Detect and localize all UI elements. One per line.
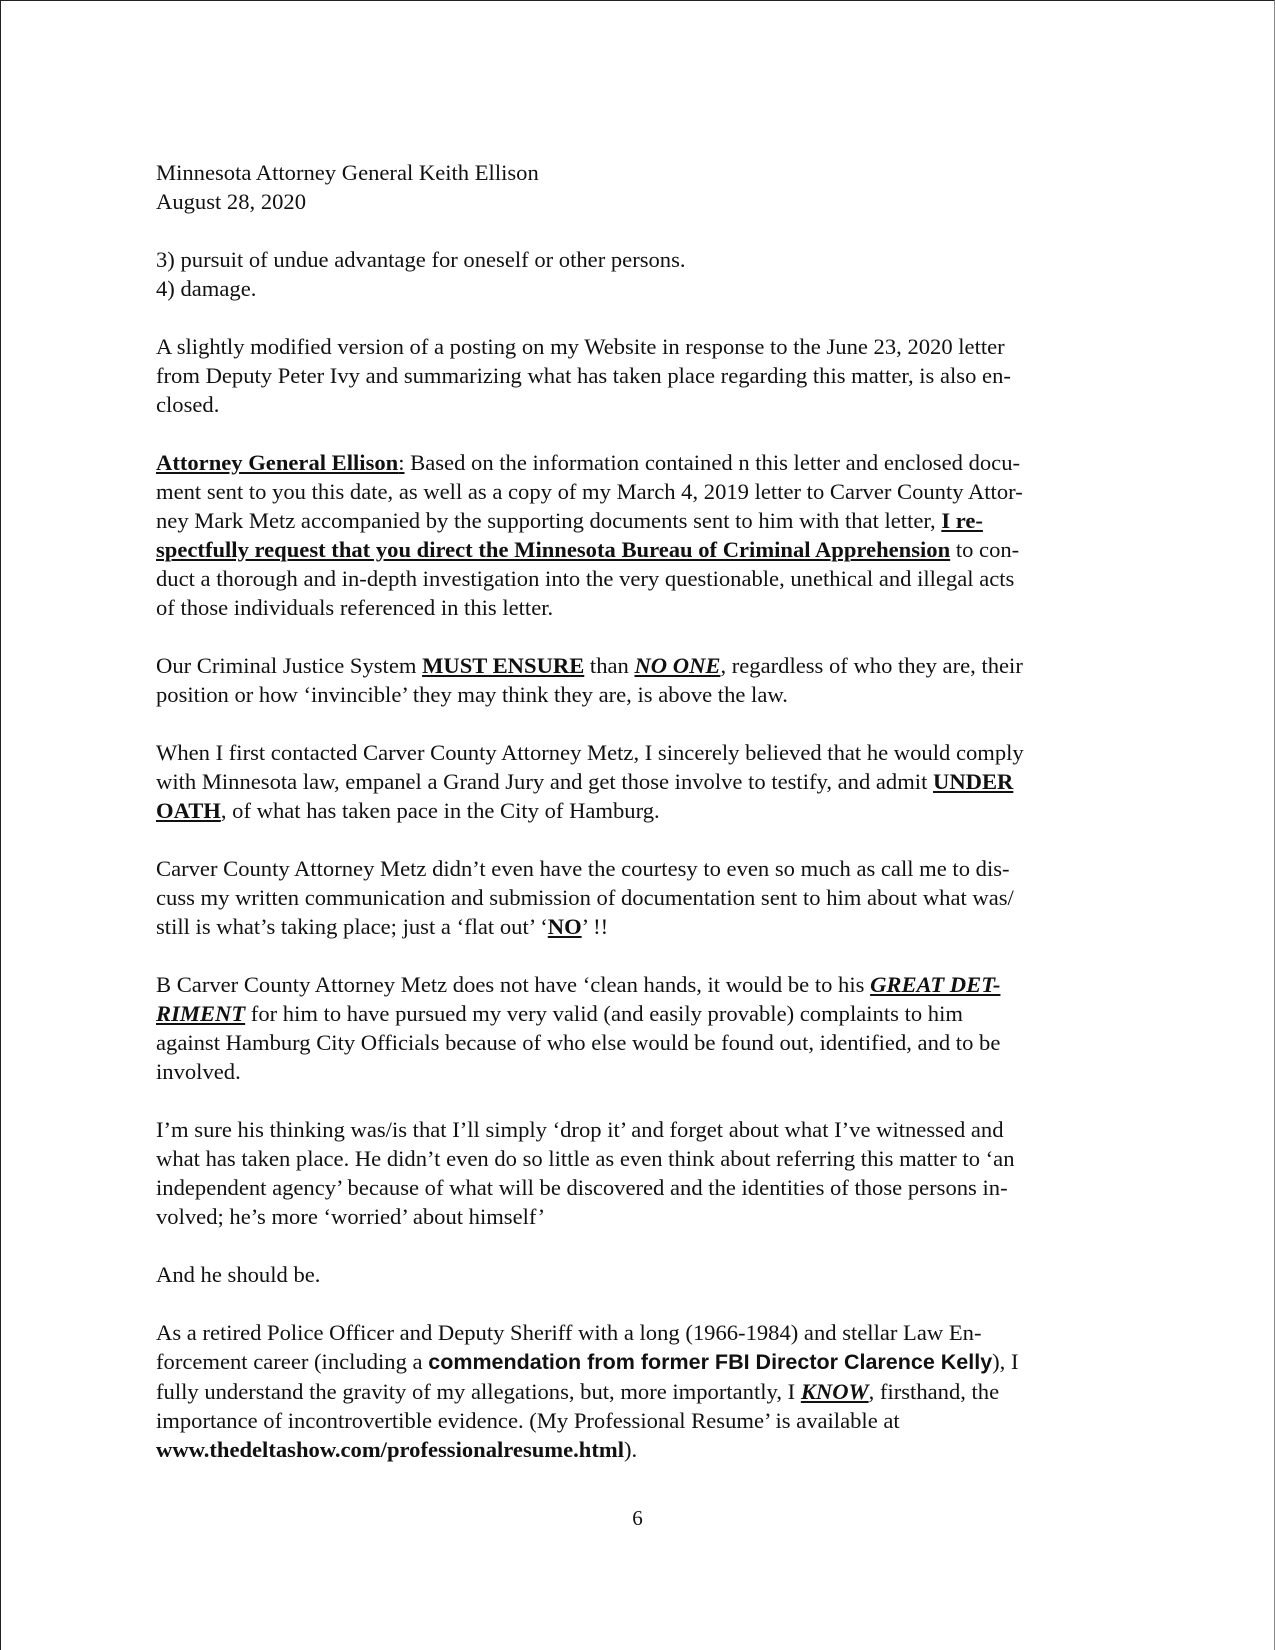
no-emphasis: NO	[547, 914, 582, 939]
text-run: against Hamburg City Officials because of who else would be found out, identified, and to be	[156, 1030, 1001, 1055]
text-run: I’m sure his thinking was/is that I’ll simply ‘drop it’ and forget about what I’ve witnessed and	[156, 1117, 1004, 1142]
know-emphasis: KNOW	[800, 1379, 869, 1404]
addressee-colon: :	[398, 450, 405, 475]
text-run: still is what’s taking place; just a ‘flat out’ ‘	[156, 914, 548, 939]
text-run: cuss my written communication and submission of documentation sent to him about what was/	[156, 885, 1014, 910]
request-emphasis: I re-	[941, 508, 983, 533]
text-run: forcement career (including a	[156, 1349, 429, 1374]
list-item: 3) pursuit of undue advantage for oneself or other persons.	[156, 247, 686, 272]
text-run: ment sent to you this date, as well as a copy of my March 4, 2019 letter to Carver County Attor-	[156, 479, 1023, 504]
text-run: to con-	[950, 537, 1020, 562]
text-run: ), I	[992, 1349, 1019, 1374]
no-one-emphasis: NO ONE	[634, 653, 721, 678]
text-run: ney Mark Metz accompanied by the supporting documents sent to him with that letter,	[156, 508, 942, 533]
text-line: from Deputy Peter Ivy and summarizing what has taken place regarding this matter, is also en-	[156, 363, 1011, 388]
text-run: ’ !!	[581, 914, 609, 939]
paragraph-should-be	[156, 1260, 1118, 1289]
must-ensure-emphasis: MUST ENSURE	[422, 653, 585, 678]
page-number: 6	[632, 1506, 643, 1530]
text-run: duct a thorough and in-depth investigation into the very questionable, unethical and illegal acts	[156, 566, 1015, 591]
text-run: for him to have pursued my very valid (and easily provable) complaints to him	[245, 1001, 963, 1026]
paragraph-clean-hands	[156, 970, 1118, 1086]
great-detriment-emphasis: RIMENT	[156, 1001, 246, 1026]
text-line: A slightly modified version of a posting on my Website in response to the June 23, 2020 letter	[156, 334, 1005, 359]
paragraph-criminal-justice	[156, 651, 1118, 709]
text-run: B Carver County Attorney Metz does not have ‘clean hands, it would be to his	[156, 972, 871, 997]
numbered-list	[156, 245, 1118, 303]
paragraph-request	[156, 448, 1118, 622]
text-run: ).	[623, 1437, 638, 1462]
paragraph-career	[156, 1318, 1118, 1464]
recipient-line: Minnesota Attorney General Keith Ellison	[156, 160, 539, 185]
letter-header	[156, 158, 1118, 216]
paragraph-website-posting	[156, 332, 1118, 419]
text-run: position or how ‘invincible’ they may think they are, is above the law.	[156, 682, 788, 707]
text-run: , firsthand, the	[868, 1379, 1000, 1404]
text-run: , of what has taken pace in the City of Hamburg.	[220, 798, 660, 823]
paragraph-thinking	[156, 1115, 1118, 1231]
great-detriment-emphasis: GREAT DET-	[870, 972, 1001, 997]
request-emphasis: spectfully request that you direct the Minnesota Bureau of Criminal Apprehension	[156, 537, 951, 562]
commendation-emphasis: commendation from former FBI Director Clarence Kelly	[428, 1350, 993, 1374]
under-oath-emphasis: UNDER	[933, 769, 1014, 794]
text-run: volved; he’s more ‘worried’ about himself’	[156, 1204, 546, 1229]
addressee-label: Attorney General Ellison	[156, 450, 399, 475]
paragraph-first-contact	[156, 738, 1118, 825]
text-run: fully understand the gravity of my allegations, but, more importantly, I	[156, 1379, 801, 1404]
text-run: , regardless of who they are, their	[720, 653, 1023, 678]
text-line: closed.	[156, 392, 220, 417]
letter-date: August 28, 2020	[156, 189, 307, 214]
text-run: Carver County Attorney Metz didn’t even have the courtesy to even so much as call me to dis-	[156, 856, 1010, 881]
text-run: importance of incontrovertible evidence. (My Professional Resume’ is available at	[156, 1408, 900, 1433]
text-run: independent agency’ because of what will be discovered and the identities of those persons in-	[156, 1175, 1008, 1200]
text-run: Our Criminal Justice System	[156, 653, 423, 678]
text-run: And he should be.	[156, 1262, 321, 1287]
text-run: As a retired Police Officer and Deputy Sheriff with a long (1966-1984) and stellar Law En-	[156, 1320, 982, 1345]
resume-url-link[interactable]: www.thedeltashow.com/professionalresume.html	[156, 1437, 624, 1462]
text-run: involved.	[156, 1059, 241, 1084]
text-run: than	[584, 653, 635, 678]
paragraph-courtesy	[156, 854, 1118, 941]
under-oath-emphasis: OATH	[156, 798, 221, 823]
letter-body	[156, 158, 1118, 1493]
text-run: Based on the information contained n this letter and enclosed docu-	[404, 450, 1021, 475]
text-run: of those individuals referenced in this letter.	[156, 595, 554, 620]
text-run: When I first contacted Carver County Attorney Metz, I sincerely believed that he would comply	[156, 740, 1024, 765]
text-run: what has taken place. He didn’t even do so little as even think about referring this matter to ‘an	[156, 1146, 1015, 1171]
list-item: 4) damage.	[156, 276, 257, 301]
text-run: with Minnesota law, empanel a Grand Jury and get those involve to testify, and admit	[156, 769, 934, 794]
